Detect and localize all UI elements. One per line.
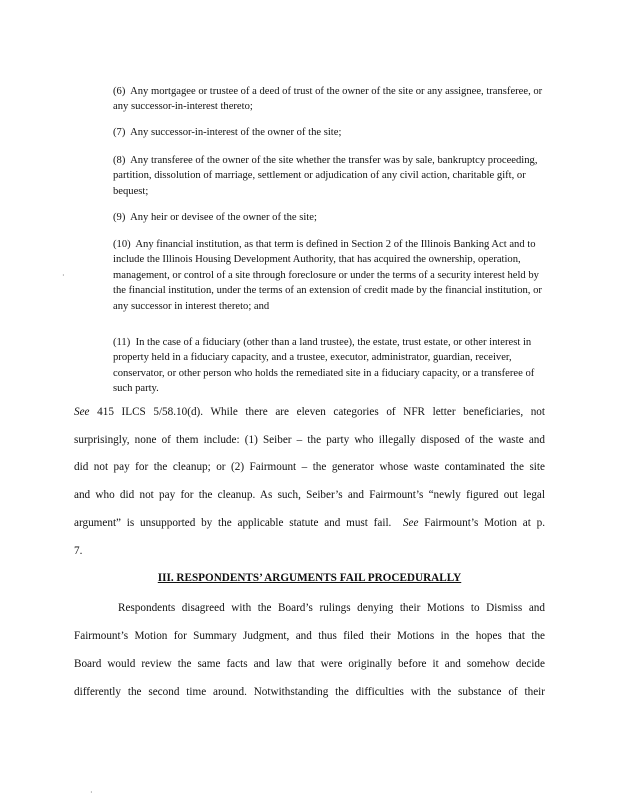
item-text: Any successor-in-interest of the owner of the site; xyxy=(130,127,342,138)
item-number: (7) xyxy=(113,127,126,138)
body-line: and who did not pay for the cleanup. As such, Seiber’s and Fairmount’s “newly figured out legal xyxy=(74,489,545,501)
item-number: (11) xyxy=(113,337,131,348)
body-line: Respondents disagreed with the Board’s rulings denying their Motions to Dismiss and xyxy=(118,602,545,614)
list-item xyxy=(113,153,543,199)
list-item xyxy=(113,335,543,397)
section-heading: III. RESPONDENTS’ ARGUMENTS FAIL PROCEDURALLY xyxy=(157,572,462,584)
item-number: (10) xyxy=(113,239,131,250)
item-number: (9) xyxy=(113,212,126,223)
body-line xyxy=(74,516,545,530)
body-line: Board would review the same facts and law that were originally before it and somehow decide xyxy=(74,658,545,670)
body-line: differently the second time around. Notwithstanding the difficulties with the substance of their xyxy=(74,686,545,698)
item-text: Any mortgagee or trustee of a deed of trust of the owner of the site or any assignee, transferee, or any successor-in-interest thereto; xyxy=(113,86,543,113)
item-number: (8) xyxy=(113,155,126,166)
item-text: In the case of a fiduciary (other than a land trustee), the estate, trust estate, or other interest in property held in a fiduciary capacity, and a trustee, executor, administrator, guardian, receiver, conservator, or other person who holds the remediated site in a fiduciary capacity, or a transferee of such party. xyxy=(113,337,535,395)
item-text: Any transferee of the owner of the site whether the transfer was by sale, bankruptcy proceeding, partition, dissolution of marriage, settlement or adjudication of any civil action, charitable gift, or bequest; xyxy=(113,155,538,197)
signal-see: See xyxy=(74,406,90,418)
text-segment: argument” is unsupported by the applicable statute and must fail. xyxy=(74,517,392,529)
list-item xyxy=(113,84,543,115)
text-segment: Fairmount’s Motion at p. xyxy=(424,517,546,529)
item-text: Any heir or devisee of the owner of the site; xyxy=(130,212,317,223)
citation-text: 415 ILCS 5/58.10(d). While there are eleven categories of NFR letter beneficiaries, not xyxy=(97,406,546,418)
scan-speck: · xyxy=(90,788,93,797)
list-item xyxy=(113,125,543,140)
body-line: 7. xyxy=(74,545,83,557)
body-line xyxy=(74,405,545,419)
signal-see: See xyxy=(402,517,419,529)
body-line: surprisingly, none of them include: (1) Seiber – the party who illegally disposed of the waste and xyxy=(74,434,545,446)
list-item xyxy=(113,210,543,225)
list-item xyxy=(113,237,543,314)
body-line: Fairmount’s Motion for Summary Judgment, and thus filed their Motions in the hopes that the xyxy=(74,630,545,642)
item-number: (6) xyxy=(113,86,126,97)
body-line: did not pay for the cleanup; or (2) Fairmount – the generator whose waste contaminated the site xyxy=(74,461,545,473)
scan-speck: · xyxy=(62,271,65,280)
item-text: Any financial institution, as that term is defined in Section 2 of the Illinois Banking Act and to include the Illinois Housing Development Authority, that has acquired the ownership, operation, management, or control of a site through foreclosure or under the terms of a security interest held by the financial institution, under the terms of an extension of credit made by the financial institution, or any successor in interest thereto; and xyxy=(113,239,542,312)
